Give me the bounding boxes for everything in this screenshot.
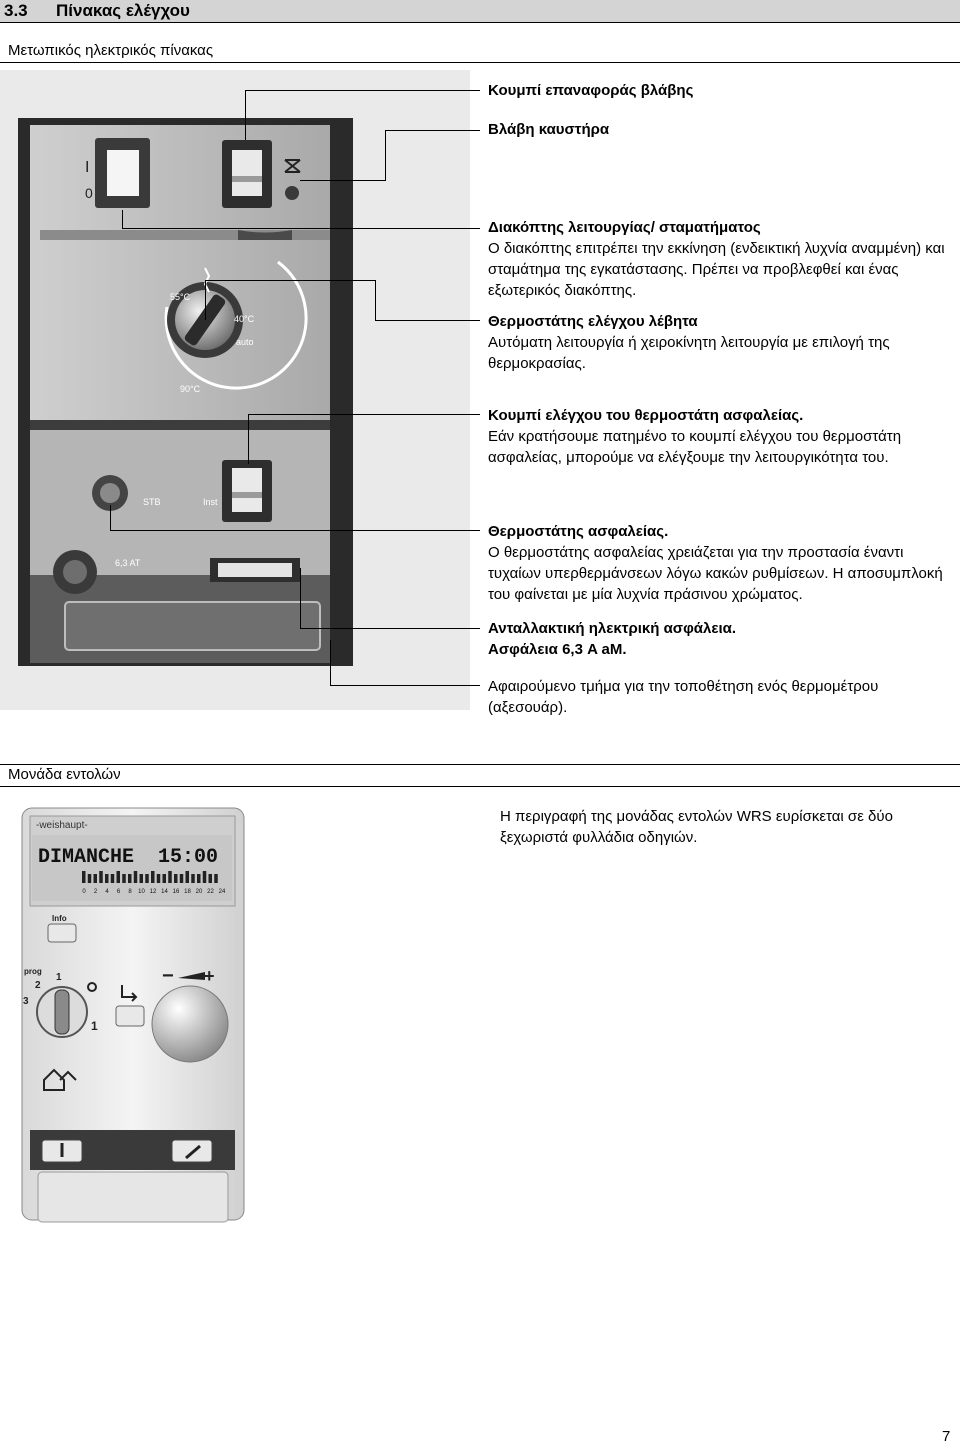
lcd-hour-bar — [180, 874, 184, 883]
info-button[interactable] — [48, 924, 76, 942]
reset-button-label: Κουμπί επαναφοράς βλάβης — [488, 82, 694, 99]
boiler-thermostat-text: Αυτόματη λειτουργία ή χειροκίνητη λειτουργία με επιλογή της θερμοκρασίας. — [488, 334, 890, 372]
lcd-hour-label: 24 — [218, 889, 226, 895]
leader-line — [245, 90, 246, 140]
lcd-hour-bar — [111, 874, 115, 883]
switch-heading: Διακόπτης λειτουργίας/ σταματήματος — [488, 219, 761, 236]
spare-fuse-description — [488, 618, 953, 660]
lcd-hour-label: 2 — [93, 889, 98, 895]
page-number: 7 — [942, 1428, 951, 1445]
section-subtitle: Μετωπικός ηλεκτρικός πίνακας — [8, 42, 214, 59]
safety-thermostat-text: Ο θερμοστάτης ασφαλείας χρειάζεται για την προστασία έναντι τυχαίων υπερθερμάνσεων λόγω κακών ρυθμίσεων. Η αποσυμπλοκή του φαίνεται με μία λυχνία πράσινου χρώματος. — [488, 544, 943, 603]
leader-line — [385, 130, 480, 131]
minus-label: − — [162, 965, 174, 987]
leader-line — [330, 640, 331, 685]
spare-fuse-heading: Ανταλλακτική ηλεκτρική ασφάλεια. — [488, 620, 737, 637]
boiler-thermostat-description — [488, 311, 953, 374]
leader-line — [205, 280, 206, 320]
divider — [0, 764, 960, 765]
switch-description — [488, 217, 953, 301]
removable-thermometer-plate[interactable] — [65, 602, 320, 650]
lcd-hour-bar — [99, 871, 103, 883]
brand-label: -weishaupt- — [36, 820, 88, 831]
lcd-hour-bar — [145, 874, 149, 883]
lcd-hour-label: 6 — [116, 889, 121, 895]
leader-line — [300, 568, 301, 628]
lcd-day: DIMANCHE — [38, 846, 135, 869]
control-panel-photo — [0, 62, 480, 722]
lcd-hour-bar — [174, 874, 178, 883]
leader-line — [245, 90, 480, 91]
safety-test-heading: Κουμπί ελέγχου του θερμοστάτη ασφαλείας. — [488, 407, 804, 424]
boiler-thermostat-heading: Θερμοστάτης ελέγχου λέβητα — [488, 313, 698, 330]
safety-thermostat-heading: Θερμοστάτης ασφαλείας. — [488, 523, 669, 540]
command-unit-title: Μονάδα εντολών — [8, 766, 121, 783]
leader-line — [248, 414, 249, 464]
lcd-hour-bar — [203, 871, 207, 883]
leader-line — [300, 628, 480, 629]
info-label: Info — [52, 914, 67, 923]
section-number: 3.3 — [4, 1, 28, 20]
auto-label: auto — [236, 337, 254, 347]
lcd-hour-bar — [105, 874, 109, 883]
command-unit-photo — [0, 800, 260, 1230]
lcd-hour-bar — [163, 874, 167, 883]
stb-label: STB — [143, 497, 161, 507]
temp-max-label: 90°C — [180, 384, 201, 394]
leader-line — [110, 530, 480, 531]
section-header — [0, 0, 960, 22]
leader-line — [300, 180, 386, 181]
switch-off-label: 0 — [85, 185, 93, 201]
removable-part-description: Αφαιρούμενο τμήμα για την τοποθέτηση ενός θερμομέτρου (αξεσουάρ). — [488, 678, 879, 716]
divider — [0, 786, 960, 787]
lcd-hour-label: 0 — [82, 889, 86, 895]
lcd-hour-label: 16 — [172, 889, 180, 895]
lcd-hour-bar — [134, 871, 138, 883]
lcd-hour-bar — [168, 871, 172, 883]
fuse-label: 6,3 AT — [115, 558, 141, 568]
leader-line — [205, 280, 375, 281]
lcd-hour-bar — [82, 871, 86, 883]
burner-fault-label: Βλάβη καυστήρα — [488, 121, 610, 138]
lcd-hour-label: 4 — [105, 889, 109, 895]
lcd-hour-bar — [140, 874, 144, 883]
lcd-hour-bar — [122, 874, 126, 883]
lcd-hour-bar — [151, 871, 155, 883]
leader-line — [110, 505, 111, 530]
inst-label: Inst — [203, 497, 218, 507]
lcd-hour-bar — [94, 874, 98, 883]
prog-label: prog — [24, 967, 42, 976]
lcd-hour-label: 22 — [207, 889, 214, 895]
dial-number: 1 — [56, 972, 62, 983]
leader-line — [385, 130, 386, 180]
plus-label: + — [204, 966, 215, 986]
lcd-hour-bar — [186, 871, 190, 883]
command-unit-description: Η περιγραφή της μονάδας εντολών WRS ευρίσκεται σε δύο ξεχωριστά φυλλάδια οδηγιών. — [500, 808, 893, 846]
leader-line — [122, 228, 480, 229]
lcd-hour-label: 10 — [138, 889, 145, 895]
lcd-hour-bar — [128, 874, 132, 883]
section-title: Πίνακας ελέγχου — [56, 1, 190, 20]
leader-line — [122, 210, 123, 228]
lcd-hour-bar — [214, 874, 218, 883]
lcd-hour-bar — [209, 874, 213, 883]
dial-number: 1 — [91, 1019, 98, 1033]
operating-mode-button[interactable] — [116, 1006, 144, 1026]
temperature-knob[interactable] — [152, 986, 228, 1062]
lcd-hour-label: 14 — [161, 889, 168, 895]
leader-line — [330, 685, 480, 686]
safety-test-text: Εάν κρατήσουμε πατημένο το κουμπί ελέγχου του θερμοστάτη ασφαλείας, μπορούμε να ελέγξουμε την λειτουργικότητα του. — [488, 428, 902, 466]
leader-line — [375, 320, 480, 321]
lcd-hour-bar — [197, 874, 201, 883]
lcd-hour-bar — [117, 871, 121, 883]
lcd-hour-label: 8 — [128, 889, 132, 895]
lcd-hour-bar — [191, 874, 195, 883]
leader-line — [248, 414, 480, 415]
switch-on-label: I — [85, 159, 90, 176]
temp-min-label: 55°C — [170, 292, 191, 302]
lcd-hour-bar — [157, 874, 161, 883]
temp-mid-label: 40°C — [234, 314, 255, 324]
burner-fault-lamp-icon — [285, 186, 299, 200]
lcd-time: 15:00 — [158, 846, 219, 869]
lcd-hour-label: 20 — [195, 889, 203, 895]
dial-number: 2 — [35, 980, 41, 991]
divider — [0, 22, 960, 23]
lcd-hour-bar — [88, 874, 92, 883]
safety-test-description — [488, 405, 953, 468]
lcd-hour-label: 12 — [149, 889, 157, 895]
front-flap[interactable] — [38, 1172, 228, 1222]
spare-fuse-value: Ασφάλεια 6,3 A aM. — [488, 641, 627, 658]
safety-thermostat-description — [488, 521, 953, 605]
dial-number: 3 — [23, 996, 29, 1007]
switch-text: Ο διακόπτης επιτρέπει την εκκίνηση (ενδεικτική λυχνία αναμμένη) και σταμάτημα της εγκατάστασης. Πρέπει να προβλεφθεί και ένας εξωτερικός διακόπτης. — [488, 240, 945, 299]
leader-line — [375, 280, 376, 320]
lcd-hour-label: 18 — [184, 889, 191, 895]
